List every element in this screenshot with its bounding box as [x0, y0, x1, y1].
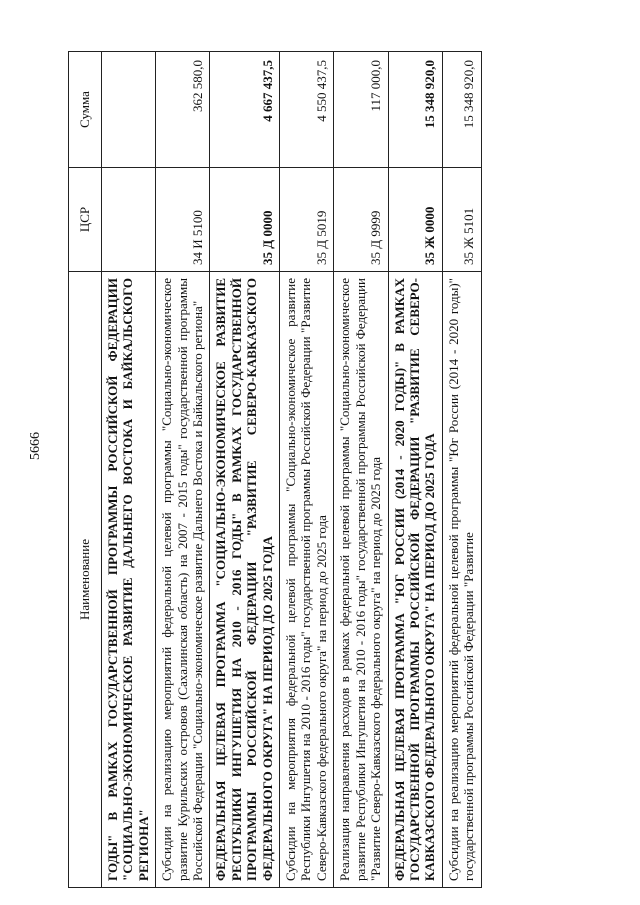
table-row	[334, 52, 388, 888]
row-code-cell: 35 Д 5019	[280, 168, 334, 272]
row-sum-cell	[102, 52, 156, 168]
table-row	[210, 52, 280, 888]
table-row	[102, 52, 156, 888]
row-name-cell: ФЕДЕРАЛЬНАЯ ЦЕЛЕВАЯ ПРОГРАММА "СОЦИАЛЬНО-ЭКОНОМИЧЕСКОЕ РАЗВИТИЕ РЕСПУБЛИКИ ИНГУШЕТИЯ НА 2010 - 2016 ГОДЫ" В РАМКАХ ГОСУДАРСТВЕННОЙ ПРОГРАММЫ РОССИЙСКОЙ ФЕДЕРАЦИИ "РАЗВИТИЕ СЕВЕРО-КАВКАЗСКОГО ФЕДЕРАЛЬНОГО ОКРУГА" НА ПЕРИОД ДО 2025 ГОДА	[210, 272, 280, 888]
header-name: Наименование	[69, 272, 102, 888]
row-code-cell	[102, 168, 156, 272]
row-code-cell: 35 Ж 0000	[388, 168, 442, 272]
row-name-cell: Субсидии на реализацию мероприятий федеральной целевой программы "Юг России (2014 - 2020 годы)" государственной программы Российской Федерации "Развитие	[442, 272, 481, 888]
budget-table	[68, 51, 482, 888]
row-code-cell: 35 Д 0000	[210, 168, 280, 272]
row-sum-cell: 4 550 437,5	[280, 52, 334, 168]
row-sum-cell: 15 348 920,0	[442, 52, 481, 168]
table-header-row	[69, 52, 102, 888]
row-sum-cell: 362 580,0	[156, 52, 210, 168]
row-code-cell: 35 Ж 5101	[442, 168, 481, 272]
table-row	[442, 52, 481, 888]
rotated-page-content	[68, 52, 614, 888]
row-sum-cell: 15 348 920,0	[388, 52, 442, 168]
page-number: 5666	[28, 432, 43, 460]
row-name-cell: ФЕДЕРАЛЬНАЯ ЦЕЛЕВАЯ ПРОГРАММА "ЮГ РОССИИ (2014 - 2020 ГОДЫ)" В РАМКАХ ГОСУДАРСТВЕННОЙ ПРОГРАММЫ РОССИЙСКОЙ ФЕДЕРАЦИИ "РАЗВИТИЕ СЕВЕРО-КАВКАЗСКОГО ФЕДЕРАЛЬНОГО ОКРУГА" НА ПЕРИОД ДО 2025 ГОДА	[388, 272, 442, 888]
header-sum: Сумма	[69, 52, 102, 168]
table-row	[388, 52, 442, 888]
row-code-cell: 35 Д 9999	[334, 168, 388, 272]
row-sum-cell: 117 000,0	[334, 52, 388, 168]
table-row	[156, 52, 210, 888]
row-name-cell: Субсидии на реализацию мероприятий федеральной целевой программы "Социально-экономическое развитие Курильских островов (Сахалинская область) на 2007 - 2015 годы" государственной программы Российской Федерации "Социально-экономическое развитие Дальнего Востока и Байкальского региона"	[156, 272, 210, 888]
row-name-cell: ГОДЫ" В РАМКАХ ГОСУДАРСТВЕННОЙ ПРОГРАММЫ РОССИЙСКОЙ ФЕДЕРАЦИИ "СОЦИАЛЬНО-ЭКОНОМИЧЕСКОЕ РАЗВИТИЕ ДАЛЬНЕГО ВОСТОКА И БАЙКАЛЬСКОГО РЕГИОНА"	[102, 272, 156, 888]
row-name-cell: Субсидии на мероприятия федеральной целевой программы "Социально-экономическое развитие Республики Ингушетия на 2010 - 2016 годы" государственной программы Российской Федерации "Развитие Северо-Кавказского федерального округа" на период до 2025 года	[280, 272, 334, 888]
row-sum-cell: 4 667 437,5	[210, 52, 280, 168]
table-row	[280, 52, 334, 888]
header-code: ЦСР	[69, 168, 102, 272]
row-code-cell: 34 И 5100	[156, 168, 210, 272]
row-name-cell: Реализация направления расходов в рамках федеральной целевой программы "Социально-экономическое развитие Республики Ингушетия на 2010 - 2016 годы" государственной программы Российской Федерации "Развитие Северо-Кавказского федерального округа" на период до 2025 года	[334, 272, 388, 888]
